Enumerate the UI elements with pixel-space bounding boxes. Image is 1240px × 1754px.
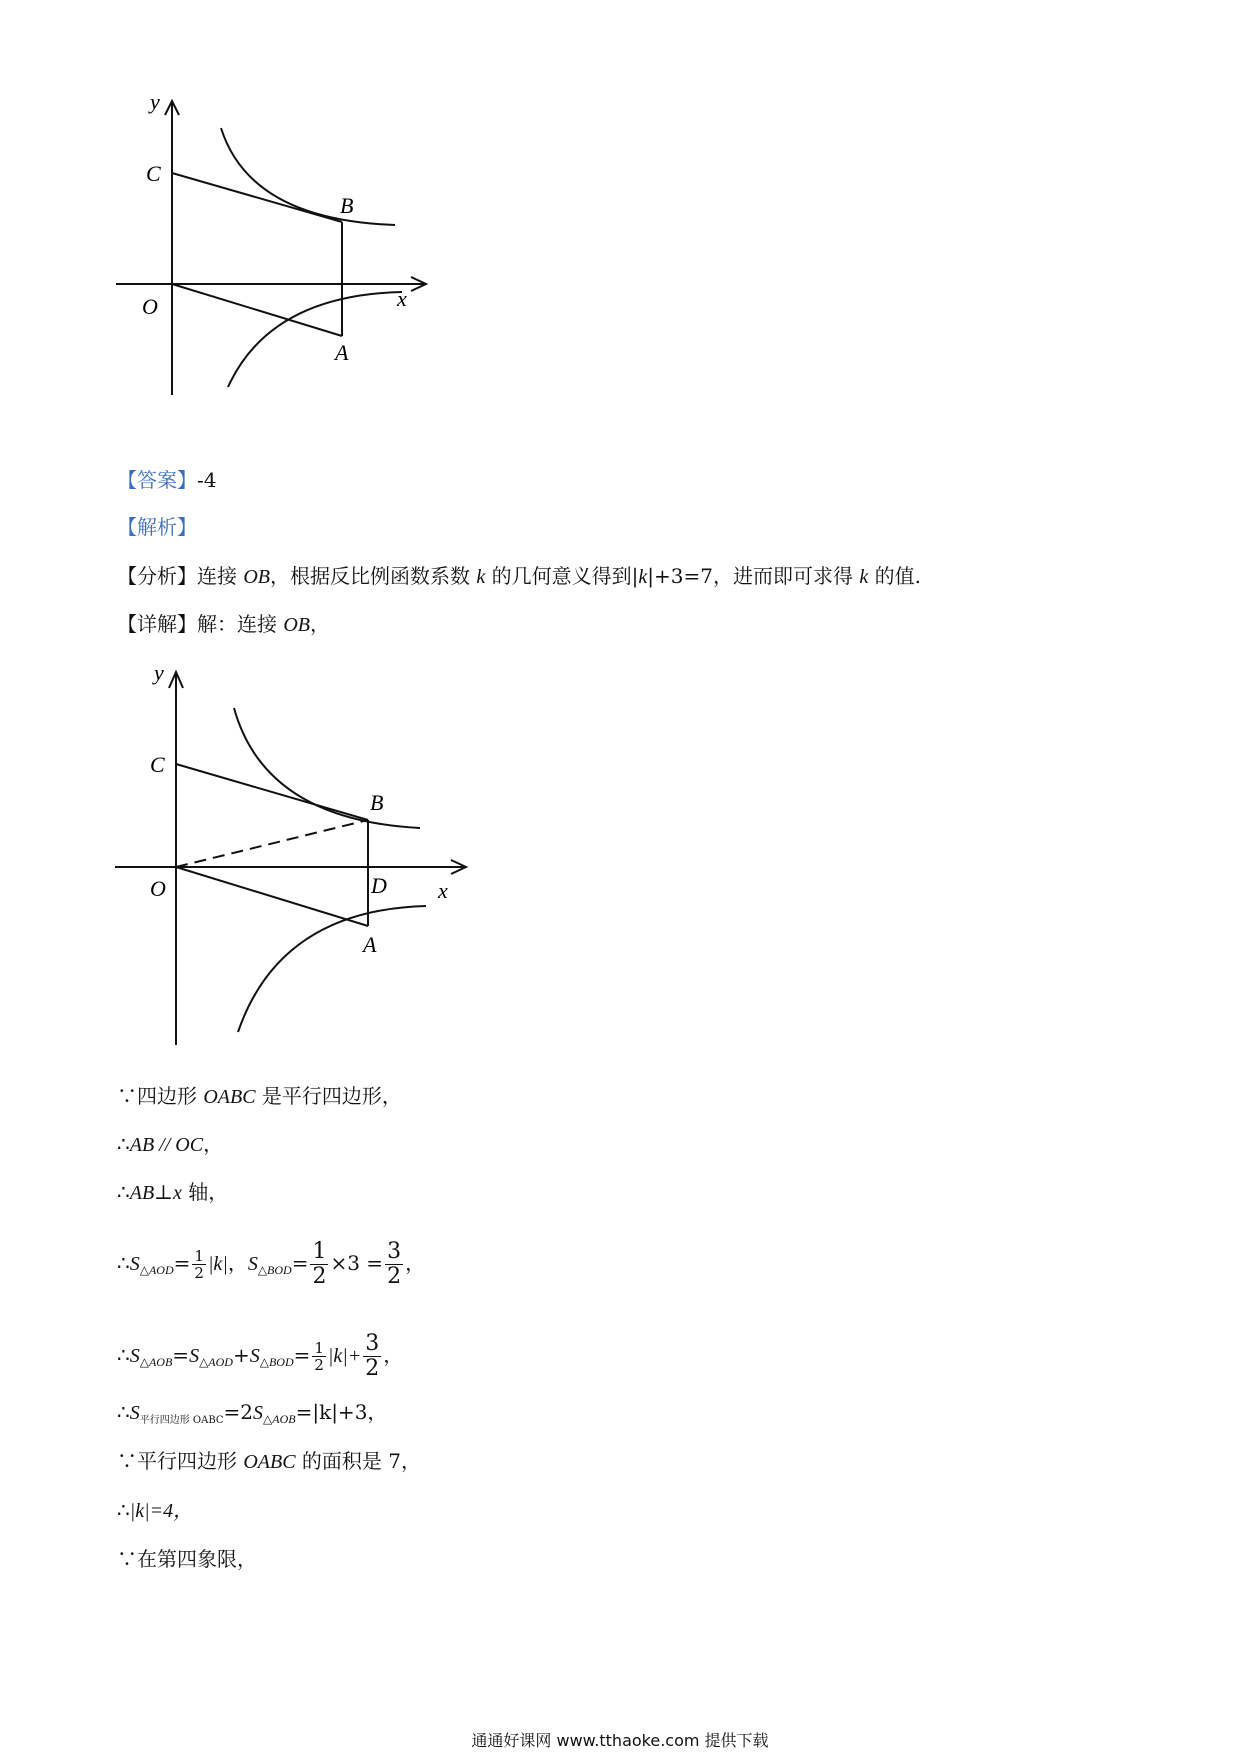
step-4-symbol: ∴: [117, 1251, 130, 1276]
step-5-eq2: =: [293, 1343, 311, 1368]
step-3: [117, 1178, 228, 1207]
step-1-text-b: 是平行四边形，: [255, 1084, 402, 1108]
step-4-eq1: =: [173, 1251, 191, 1276]
step-9-text: 在第四象限，: [137, 1547, 257, 1571]
step-5-sub2: △AOD: [199, 1355, 233, 1370]
answer-value: -4: [197, 468, 217, 492]
analysis-header: 【解析】: [117, 515, 197, 539]
step-9: [117, 1545, 257, 1573]
analysis-text-5: 的值.: [868, 564, 921, 588]
detail-text-1: 解：连接: [197, 612, 284, 636]
step-4-times: ×3 =: [330, 1251, 384, 1276]
fig1-label-a: A: [335, 340, 349, 365]
analysis-k-3: k: [859, 566, 869, 588]
figure-2: [110, 660, 480, 1060]
step-4-frac-3: [385, 1240, 403, 1289]
step-2-math-2: OC: [175, 1134, 204, 1156]
answer-line: [117, 466, 216, 494]
fig1-label-c: C: [146, 161, 161, 186]
step-6-s2: S: [253, 1402, 264, 1424]
step-6: [117, 1398, 387, 1435]
step-4-frac-2-num: 1: [312, 1239, 327, 1264]
step-4-frac-2-den: 2: [312, 1264, 327, 1290]
step-3-text: 轴，: [181, 1180, 229, 1204]
step-7: [117, 1447, 421, 1476]
fig2-label-c: C: [150, 752, 165, 777]
step-5-end: ，: [383, 1343, 404, 1368]
detail-tag: 【详解】: [117, 612, 197, 636]
step-5-frac-1: [312, 1340, 326, 1374]
step-8: [117, 1496, 193, 1525]
step-5-frac-2-den: 2: [365, 1356, 380, 1382]
step-4-sub2: △BOD: [257, 1263, 292, 1278]
step-4-end: ，: [405, 1251, 426, 1276]
step-4: [117, 1240, 425, 1289]
step-5-frac-2: [363, 1332, 381, 1381]
analysis-text-1: 连接: [197, 564, 244, 588]
step-6-sub: 平行四边形 OABC: [139, 1415, 224, 1426]
step-5-eq: =: [172, 1343, 190, 1368]
answer-tag: 【答案】: [117, 468, 197, 492]
step-5-frac-1-num: 1: [314, 1338, 324, 1357]
step-4-abs: |k|: [207, 1253, 228, 1276]
analysis-ob: OB: [243, 566, 271, 588]
fig2-label-a: A: [363, 932, 377, 957]
step-4-eq2: =: [291, 1251, 309, 1276]
step-3-math-1: AB: [129, 1182, 155, 1204]
step-2-text: ，: [203, 1132, 224, 1156]
step-5-abs: |k|+: [327, 1345, 362, 1368]
step-8-text: |k|=4，: [129, 1500, 194, 1522]
step-4-frac-2: [310, 1240, 328, 1289]
fig1-label-o: O: [142, 294, 158, 319]
figure-1: [110, 95, 440, 445]
detail-ob: OB: [283, 614, 311, 636]
step-2-parallel: //: [154, 1134, 176, 1156]
step-7-math: OABC: [243, 1451, 296, 1473]
fig1-label-b: B: [340, 193, 354, 218]
detail-text-2: ，: [310, 612, 331, 636]
step-4-s1: S: [129, 1253, 140, 1276]
step-3-symbol: ∴: [117, 1180, 130, 1204]
fig1-label-y: y: [150, 95, 160, 114]
step-5-frac-2-num: 3: [365, 1331, 380, 1356]
fig2-label-b: B: [370, 790, 384, 815]
analysis-k-1: k: [476, 566, 486, 588]
step-3-perp: ⊥: [154, 1180, 173, 1204]
step-2-symbol: ∴: [117, 1132, 130, 1156]
step-6-eq: =2: [223, 1400, 254, 1424]
step-4-sub1: △AOD: [139, 1263, 174, 1278]
step-5-sub1: △AOB: [139, 1355, 173, 1370]
step-6-s: S: [129, 1402, 140, 1424]
step-5-s3: S: [249, 1345, 260, 1368]
analysis-text-3: 的几何意义得到|: [485, 564, 639, 588]
step-1-symbol: ∵: [117, 1084, 137, 1108]
analysis-text-2: ，根据反比例函数系数: [270, 564, 477, 588]
fig2-label-o: O: [150, 876, 166, 901]
analysis-line: [117, 562, 921, 591]
fig1-label-x: x: [397, 286, 407, 311]
step-3-math-2: x: [172, 1182, 182, 1204]
fig2-label-d: D: [371, 873, 387, 898]
step-6-symbol: ∴: [117, 1400, 130, 1424]
step-9-symbol: ∵: [117, 1547, 137, 1571]
step-5-frac-1-den: 2: [314, 1356, 324, 1375]
page-footer: 通通好课网 www.tthaoke.com 提供下载: [471, 1731, 769, 1750]
fig2-label-y: y: [154, 660, 164, 685]
step-4-frac-1-num: 1: [194, 1246, 204, 1265]
step-7-text-a: 平行四边形: [137, 1449, 244, 1473]
step-7-symbol: ∵: [117, 1449, 137, 1473]
analysis-k-2: k: [638, 566, 648, 588]
step-4-frac-1: [192, 1248, 206, 1282]
step-1-math: OABC: [203, 1086, 256, 1108]
step-1-text-a: 四边形: [137, 1084, 204, 1108]
step-1: [117, 1082, 402, 1111]
step-2-math-1: AB: [129, 1134, 155, 1156]
step-6-sub2: △AOB: [263, 1412, 296, 1426]
step-7-text-b: 的面积是 7，: [295, 1449, 422, 1473]
detail-line: [117, 610, 330, 639]
step-5-sub3: △BOD: [259, 1355, 294, 1370]
step-5-s2: S: [189, 1345, 200, 1368]
step-4-sep: ，: [227, 1251, 248, 1276]
analysis-text-4: |+3=7，进而即可求得: [647, 564, 860, 588]
step-4-frac-3-num: 3: [387, 1239, 402, 1264]
step-5-s1: S: [129, 1345, 140, 1368]
analysis-tag: 【分析】: [117, 564, 197, 588]
step-5-plus: +: [232, 1343, 250, 1368]
step-4-s2: S: [247, 1253, 258, 1276]
fig2-label-x: x: [438, 878, 448, 903]
step-6-rest: =|k|+3，: [295, 1400, 388, 1424]
step-5: [117, 1332, 403, 1381]
step-4-frac-3-den: 2: [387, 1264, 402, 1290]
step-5-symbol: ∴: [117, 1343, 130, 1368]
step-8-symbol: ∴: [117, 1498, 130, 1522]
step-2: [117, 1130, 223, 1159]
step-4-frac-1-den: 2: [194, 1264, 204, 1283]
